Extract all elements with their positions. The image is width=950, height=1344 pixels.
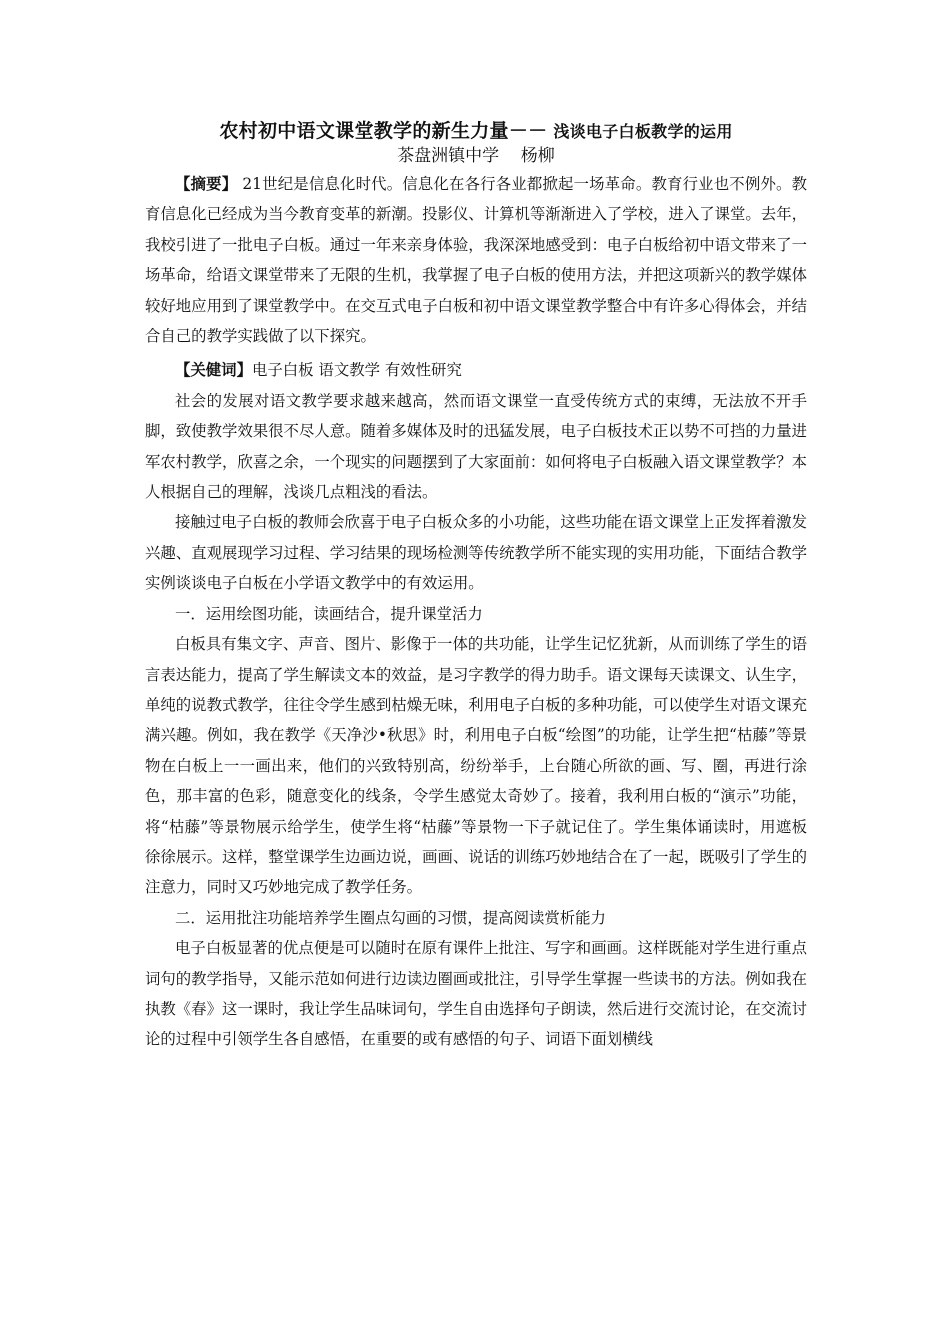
abstract-label: 【摘要】 — [175, 175, 238, 193]
abstract-paragraph — [145, 169, 807, 351]
body-paragraph-section-2: 电子白板显著的优点便是可以随时在原有课件上批注、写字和画画。这样既能对学生进行重点词句的教学指导，又能示范如何进行边读边圈画或批注，引导学生掌握一些读书的方法。例如我在执教《春》这一课时，我让学生品味词句，学生自由选择句子朗读，然后进行交流讨论，在交流讨论的过程中引领学生各自感悟，在重要的或有感悟的句子、词语下面划横线 — [145, 939, 807, 1049]
document-page — [145, 118, 807, 1055]
body-paragraph-overview: 接触过电子白板的教师会欣喜于电子白板众多的小功能，这些功能在语文课堂上正发挥着激发兴趣、直观展现学习过程、学习结果的现场检测等传统教学所不能实现的实用功能，下面结合教学实例谈谈电子白板在小学语文教学中的有效运用。 — [145, 513, 807, 593]
keywords-label: 【关健词】 — [175, 361, 252, 380]
keywords-text: 电子白板 语文教学 有效性研究 — [251, 361, 462, 380]
title-main: 农村初中语文课堂教学的新生力量－－ — [219, 120, 548, 142]
section-heading-1: 一．运用绘图功能，读画结合，提升课堂活力 — [175, 604, 483, 623]
body-paragraph-intro: 社会的发展对语文教学要求越来越高，然而语文课堂一直受传统方式的束缚，无法放不开手脚，致使教学效果很不尽人意。随着多媒体及时的迅猛发展，电子白板技术正以势不可挡的力量进军农村教学，欣喜之余，一个现实的问题摆到了大家面前：如何将电子白板融入语文课堂教学？本人根据自己的理解，浅谈几点粗浅的看法。 — [145, 391, 807, 502]
keywords-paragraph — [145, 355, 807, 385]
section-heading-2: 二．运用批注功能培养学生圈点勾画的习惯，提高阅读赏析能力 — [175, 908, 606, 927]
title-subtitle: 浅谈电子白板教学的运用 — [547, 122, 733, 141]
body-paragraph-section-1: 白板具有集文字、声音、图片、影像于一体的共功能，让学生记忆犹新，从而训练了学生的语言表达能力，提高了学生解读文本的效益，是习字教学的得力助手。语文课每天读课文、认生字，单纯的说教式教学，往往令学生感到枯燥无味，利用电子白板的多种功能，可以使学生对语文课充满兴趣。例如，我在教学《天净沙•秋思》时，利用电子白板“绘图”的功能，让学生把“枯藤”等景物在白板上一一画出来，他们的兴致特别高，纷纷举手，上台随心所欲的画、写、圈，再进行涂色，那丰富的色彩，随意变化的线条，令学生感觉太奇妙了。接着，我利用白板的“演示”功能，将“枯藤”等景物展示给学生，使学生将“枯藤”等景物一下子就记住了。学生集体诵读时，用遮板徐徐展示。这样，整堂课学生边画边说，画画、说话的训练巧妙地结合在了一起，既吸引了学生的注意力，同时又巧妙地完成了教学任务。 — [145, 635, 807, 897]
abstract-text: 21世纪是信息化时代。信息化在各行各业都掀起一场革命。教育行业也不例外。教育信息化已经成为当今教育变革的新潮。投影仪、计算机等渐渐进入了学校，进入了课堂。去年，我校引进了一批电子白板。通过一年来亲身体验，我深深地感受到：电子白板给初中语文带来了一场革命，给语文课堂带来了无限的生机，我掌握了电子白板的使用方法，并把这项新兴的教学媒体较好地应用到了课堂教学中。在交互式电子白板和初中语文课堂教学整合中有许多心得体会，并结合自己的教学实践做了以下探究。 — [145, 175, 807, 346]
author-byline: 茶盘洲镇中学 杨柳 — [397, 146, 555, 166]
document-title — [145, 118, 807, 145]
